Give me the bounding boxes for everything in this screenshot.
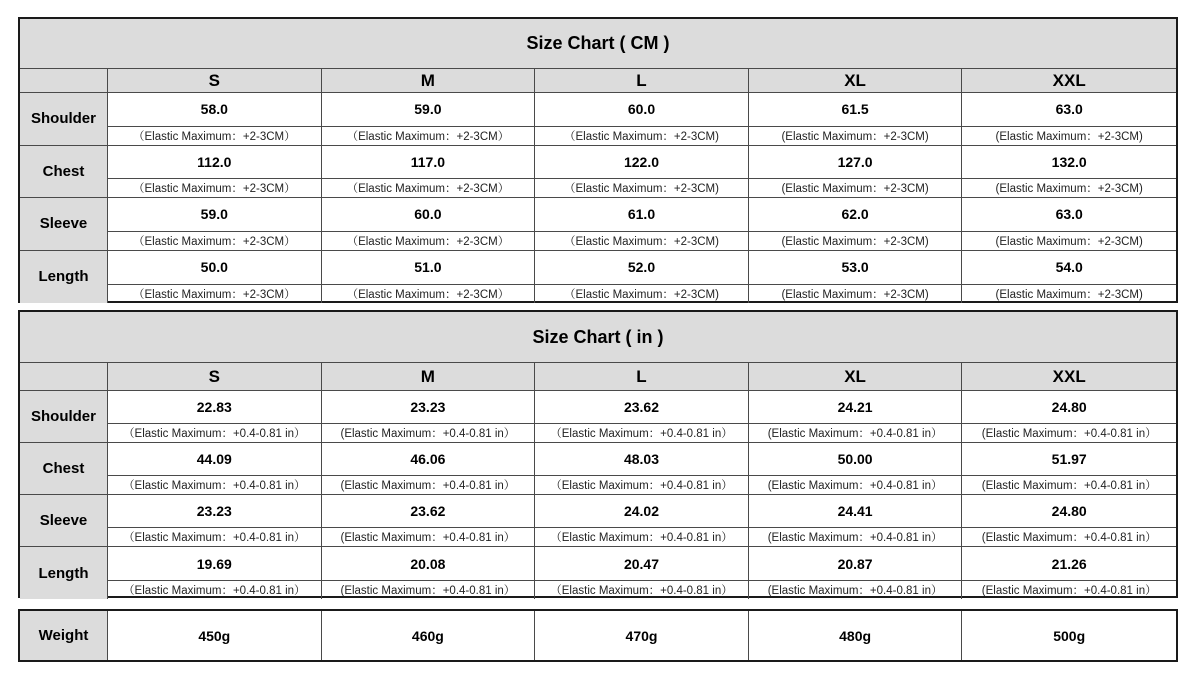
measurement-value: 59.0 <box>108 198 321 232</box>
elastic-note: （Elastic Maximum：+2-3CM） <box>346 130 510 143</box>
measurement-cell <box>322 198 536 251</box>
measurement-cell <box>749 146 963 199</box>
elastic-note: (Elastic Maximum：+0.4-0.81 in） <box>767 428 943 440</box>
measurement-cell <box>749 251 963 304</box>
size-header: M <box>322 363 536 391</box>
size-header: XL <box>749 69 963 93</box>
elastic-note: (Elastic Maximum：+2-3CM) <box>781 183 929 195</box>
measurement-cell <box>108 198 322 251</box>
measurement-cell <box>322 443 536 495</box>
measurement-value: 63.0 <box>962 198 1176 232</box>
size-header: XL <box>749 363 963 391</box>
measurement-cell <box>322 391 536 443</box>
measurement-cell <box>962 443 1176 495</box>
measurement-cell <box>108 146 322 199</box>
row-label: Sleeve <box>20 198 108 251</box>
measurement-value: 48.03 <box>535 443 748 476</box>
measurement-cell <box>322 146 536 199</box>
size-header: M <box>322 69 536 93</box>
measurement-value: 19.69 <box>108 547 321 581</box>
measurement-value: 59.0 <box>322 93 535 127</box>
elastic-note: (Elastic Maximum：+2-3CM) <box>995 235 1143 248</box>
measurement-value: 20.08 <box>322 547 535 581</box>
measurement-cell <box>749 547 963 599</box>
weight-table <box>18 609 1178 662</box>
measurement-cell <box>108 251 322 304</box>
row-label: Shoulder <box>20 391 108 443</box>
measurement-cell <box>749 443 963 495</box>
elastic-note: (Elastic Maximum：+0.4-0.81 in） <box>981 428 1157 440</box>
elastic-note: （Elastic Maximum：+2-3CM) <box>564 183 719 195</box>
measurement-cell <box>962 146 1176 199</box>
elastic-note: (Elastic Maximum：+2-3CM) <box>995 183 1143 195</box>
elastic-note: (Elastic Maximum：+2-3CM) <box>995 289 1143 301</box>
measurement-cell <box>108 93 322 146</box>
measurement-value: 58.0 <box>108 93 321 127</box>
measurement-cell <box>535 93 749 146</box>
measurement-value: 60.0 <box>535 93 748 127</box>
measurement-value: 54.0 <box>962 251 1176 286</box>
elastic-note: (Elastic Maximum：+0.4-0.81 in） <box>767 585 943 597</box>
measurement-value: 20.47 <box>535 547 748 581</box>
measurement-cell <box>962 547 1176 599</box>
row-label: Length <box>20 251 108 304</box>
elastic-note: （Elastic Maximum：+0.4-0.81 in） <box>123 532 306 544</box>
measurement-value: 112.0 <box>108 146 321 180</box>
measurement-cell <box>322 495 536 547</box>
elastic-note: (Elastic Maximum：+0.4-0.81 in） <box>981 585 1157 597</box>
row-label: Chest <box>20 443 108 495</box>
measurement-value: 52.0 <box>535 251 748 286</box>
measurement-value: 44.09 <box>108 443 321 476</box>
row-label: Chest <box>20 146 108 199</box>
elastic-note: （Elastic Maximum：+2-3CM） <box>346 289 510 301</box>
elastic-note: （Elastic Maximum：+0.4-0.81 in） <box>123 585 306 597</box>
measurement-value: 117.0 <box>322 146 535 180</box>
measurement-value: 23.23 <box>322 391 535 424</box>
measurement-cell <box>535 146 749 199</box>
measurement-cell <box>749 93 963 146</box>
measurement-cell <box>749 495 963 547</box>
measurement-value: 60.0 <box>322 198 535 232</box>
measurement-value: 24.21 <box>749 391 962 424</box>
elastic-note: （Elastic Maximum：+2-3CM) <box>564 130 719 143</box>
measurement-cell <box>108 547 322 599</box>
elastic-note: (Elastic Maximum：+0.4-0.81 in） <box>340 428 516 440</box>
measurement-value: 50.0 <box>108 251 321 286</box>
measurement-cell <box>322 251 536 304</box>
measurement-cell <box>322 93 536 146</box>
elastic-note: (Elastic Maximum：+2-3CM) <box>781 235 929 248</box>
measurement-cell <box>535 391 749 443</box>
weight-value: 470g <box>535 611 749 660</box>
size-header: XXL <box>962 69 1176 93</box>
measurement-cell <box>749 391 963 443</box>
size-header: S <box>108 69 322 93</box>
weight-value: 480g <box>749 611 963 660</box>
measurement-value: 50.00 <box>749 443 962 476</box>
weight-value: 460g <box>322 611 536 660</box>
measurement-value: 63.0 <box>962 93 1176 127</box>
measurement-cell <box>962 198 1176 251</box>
weight-value: 500g <box>1053 627 1086 644</box>
measurement-value: 20.87 <box>749 547 962 581</box>
elastic-note: （Elastic Maximum：+2-3CM） <box>132 235 296 248</box>
elastic-note: （Elastic Maximum：+0.4-0.81 in） <box>123 480 306 492</box>
measurement-value: 24.80 <box>962 495 1176 528</box>
elastic-note: (Elastic Maximum：+0.4-0.81 in） <box>340 480 516 492</box>
size-rows-cm <box>20 93 1176 303</box>
elastic-note: （Elastic Maximum：+0.4-0.81 in） <box>550 532 733 544</box>
size-header: L <box>535 363 749 391</box>
elastic-note: （Elastic Maximum：+0.4-0.81 in） <box>550 480 733 492</box>
elastic-note: (Elastic Maximum：+0.4-0.81 in） <box>340 585 516 597</box>
measurement-cell <box>108 391 322 443</box>
measurement-cell <box>535 198 749 251</box>
size-header: XXL <box>962 363 1176 391</box>
size-rows-in <box>20 391 1176 599</box>
measurement-cell <box>962 93 1176 146</box>
measurement-value: 23.62 <box>535 391 748 424</box>
measurement-value: 51.97 <box>962 443 1176 476</box>
elastic-note: (Elastic Maximum：+2-3CM) <box>995 130 1143 143</box>
elastic-note: (Elastic Maximum：+0.4-0.81 in） <box>981 532 1157 544</box>
measurement-cell <box>108 495 322 547</box>
measurement-value: 122.0 <box>535 146 748 180</box>
elastic-note: (Elastic Maximum：+2-3CM) <box>781 289 929 301</box>
header-corner <box>20 363 108 391</box>
measurement-cell <box>322 547 536 599</box>
elastic-note: （Elastic Maximum：+2-3CM） <box>346 235 510 248</box>
weight-value: 450g <box>108 611 322 660</box>
row-label: Length <box>20 547 108 599</box>
measurement-cell <box>535 443 749 495</box>
measurement-cell <box>962 251 1176 304</box>
elastic-note: (Elastic Maximum：+0.4-0.81 in） <box>767 480 943 492</box>
elastic-note: （Elastic Maximum：+0.4-0.81 in） <box>550 428 733 440</box>
chart-title-cm: Size Chart ( CM ) <box>20 19 1176 69</box>
header-corner <box>20 69 108 93</box>
size-chart-in <box>18 310 1178 598</box>
weight-label: Weight <box>20 611 108 660</box>
measurement-value: 23.23 <box>108 495 321 528</box>
measurement-value: 24.41 <box>749 495 962 528</box>
measurement-cell <box>108 443 322 495</box>
measurement-cell <box>962 495 1176 547</box>
measurement-value: 61.0 <box>535 198 748 232</box>
measurement-value: 127.0 <box>749 146 962 180</box>
elastic-note: （Elastic Maximum：+2-3CM） <box>346 183 510 195</box>
measurement-value: 53.0 <box>749 251 962 286</box>
measurement-value: 22.83 <box>108 391 321 424</box>
measurement-cell <box>535 251 749 304</box>
row-label: Sleeve <box>20 495 108 547</box>
elastic-note: （Elastic Maximum：+0.4-0.81 in） <box>550 585 733 597</box>
measurement-cell <box>962 391 1176 443</box>
measurement-value: 51.0 <box>322 251 535 286</box>
measurement-value: 46.06 <box>322 443 535 476</box>
elastic-note: （Elastic Maximum：+2-3CM) <box>564 289 719 301</box>
elastic-note: (Elastic Maximum：+0.4-0.81 in） <box>767 532 943 544</box>
measurement-value: 24.02 <box>535 495 748 528</box>
elastic-note: （Elastic Maximum：+2-3CM） <box>132 183 296 195</box>
measurement-value: 24.80 <box>962 391 1176 424</box>
elastic-note: （Elastic Maximum：+2-3CM) <box>564 235 719 248</box>
elastic-note: (Elastic Maximum：+0.4-0.81 in） <box>981 480 1157 492</box>
measurement-value: 21.26 <box>962 547 1176 581</box>
size-table-in <box>20 363 1176 391</box>
measurement-value: 61.5 <box>749 93 962 127</box>
elastic-note: (Elastic Maximum：+0.4-0.81 in） <box>340 532 516 544</box>
row-label: Shoulder <box>20 93 108 146</box>
size-header: S <box>108 363 322 391</box>
chart-title-in: Size Chart ( in ) <box>20 312 1176 363</box>
size-chart-cm <box>18 17 1178 303</box>
size-header: L <box>535 69 749 93</box>
measurement-value: 62.0 <box>749 198 962 232</box>
size-table-cm <box>20 69 1176 93</box>
elastic-note: （Elastic Maximum：+2-3CM） <box>132 130 296 143</box>
measurement-cell <box>535 547 749 599</box>
measurement-cell <box>535 495 749 547</box>
elastic-note: （Elastic Maximum：+2-3CM） <box>132 289 296 301</box>
elastic-note: （Elastic Maximum：+0.4-0.81 in） <box>123 428 306 440</box>
measurement-cell <box>749 198 963 251</box>
measurement-value: 132.0 <box>962 146 1176 180</box>
elastic-note: (Elastic Maximum：+2-3CM) <box>781 130 929 143</box>
measurement-value: 23.62 <box>322 495 535 528</box>
